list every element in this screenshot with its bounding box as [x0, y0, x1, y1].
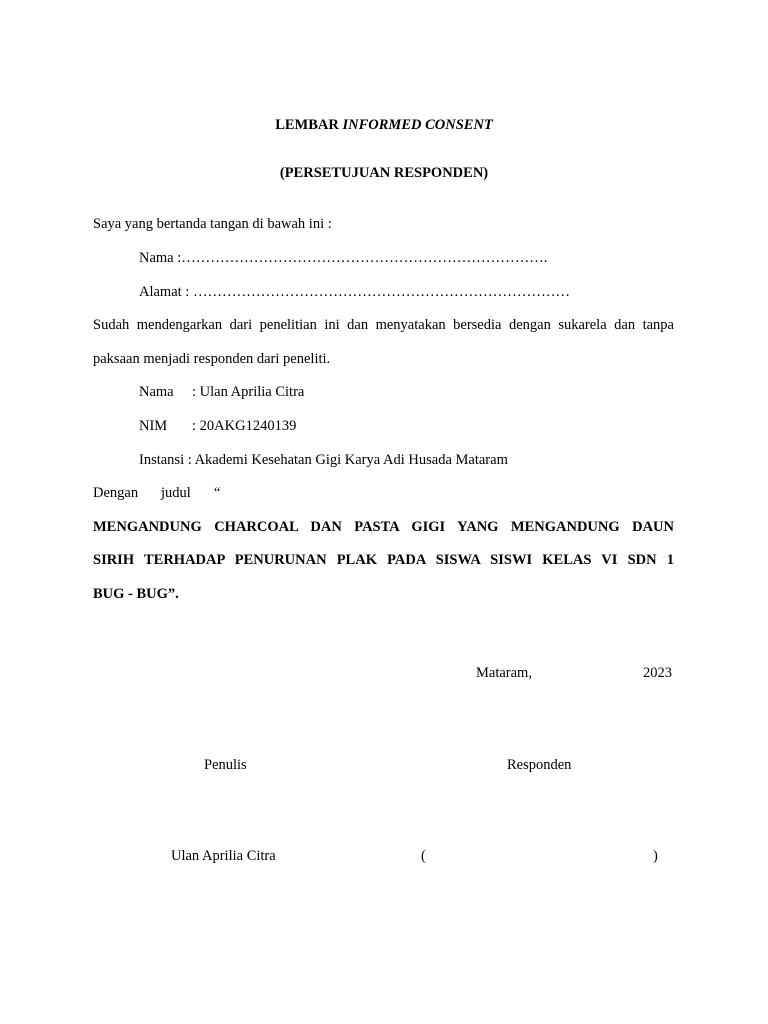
signature-open-paren: ( [421, 848, 426, 864]
judul-lead-judul: judul [161, 485, 191, 501]
signature-role-penulis: Penulis [204, 757, 247, 773]
document-subtitle: (PERSETUJUAN RESPONDEN) [279, 165, 489, 181]
researcher-nama-value: : Ulan Aprilia Citra [192, 384, 305, 400]
statement-line-2: paksaan menjadi responden dari peneliti. [93, 351, 331, 367]
judul-line-4: BUG - BUG”. [93, 586, 179, 602]
judul-lead-quote: “ [214, 485, 221, 501]
judul-line-3: SIRIH TERHADAP PENURUNAN PLAK PADA SISWA SISWI KELAS VI SDN 1 [93, 552, 674, 568]
date-year: 2023 [643, 665, 672, 681]
signature-role-responden: Responden [507, 757, 572, 773]
researcher-nim-value: : 20AKG1240139 [192, 418, 297, 434]
statement-line-1: Sudah mendengarkan dari penelitian ini dan menyatakan bersedia dengan sukarela dan tanpa [93, 317, 674, 333]
document-title [0, 117, 768, 134]
judul-line-2: MENGANDUNG CHARCOAL DAN PASTA GIGI YANG MENGANDUNG DAUN [93, 519, 674, 535]
place-label: Mataram, [476, 665, 532, 681]
researcher-nama-label: Nama [139, 384, 174, 400]
researcher-nim-label: NIM [139, 418, 168, 434]
title-prefix: LEMBAR [275, 117, 343, 133]
judul-lead-dengan: Dengan [93, 485, 139, 501]
respondent-nama-line: Nama :…………………………………………………………………. [139, 250, 548, 266]
respondent-alamat-line: Alamat : …………………………………………………………………… [139, 284, 570, 300]
signature-close-paren: ) [653, 848, 658, 864]
researcher-instansi: Instansi : Akademi Kesehatan Gigi Karya Adi Husada Mataram [139, 452, 508, 468]
signature-name-penulis: Ulan Aprilia Citra [171, 848, 276, 864]
intro-text: Saya yang bertanda tangan di bawah ini : [93, 216, 332, 232]
title-italic: INFORMED CONSENT [342, 117, 493, 133]
